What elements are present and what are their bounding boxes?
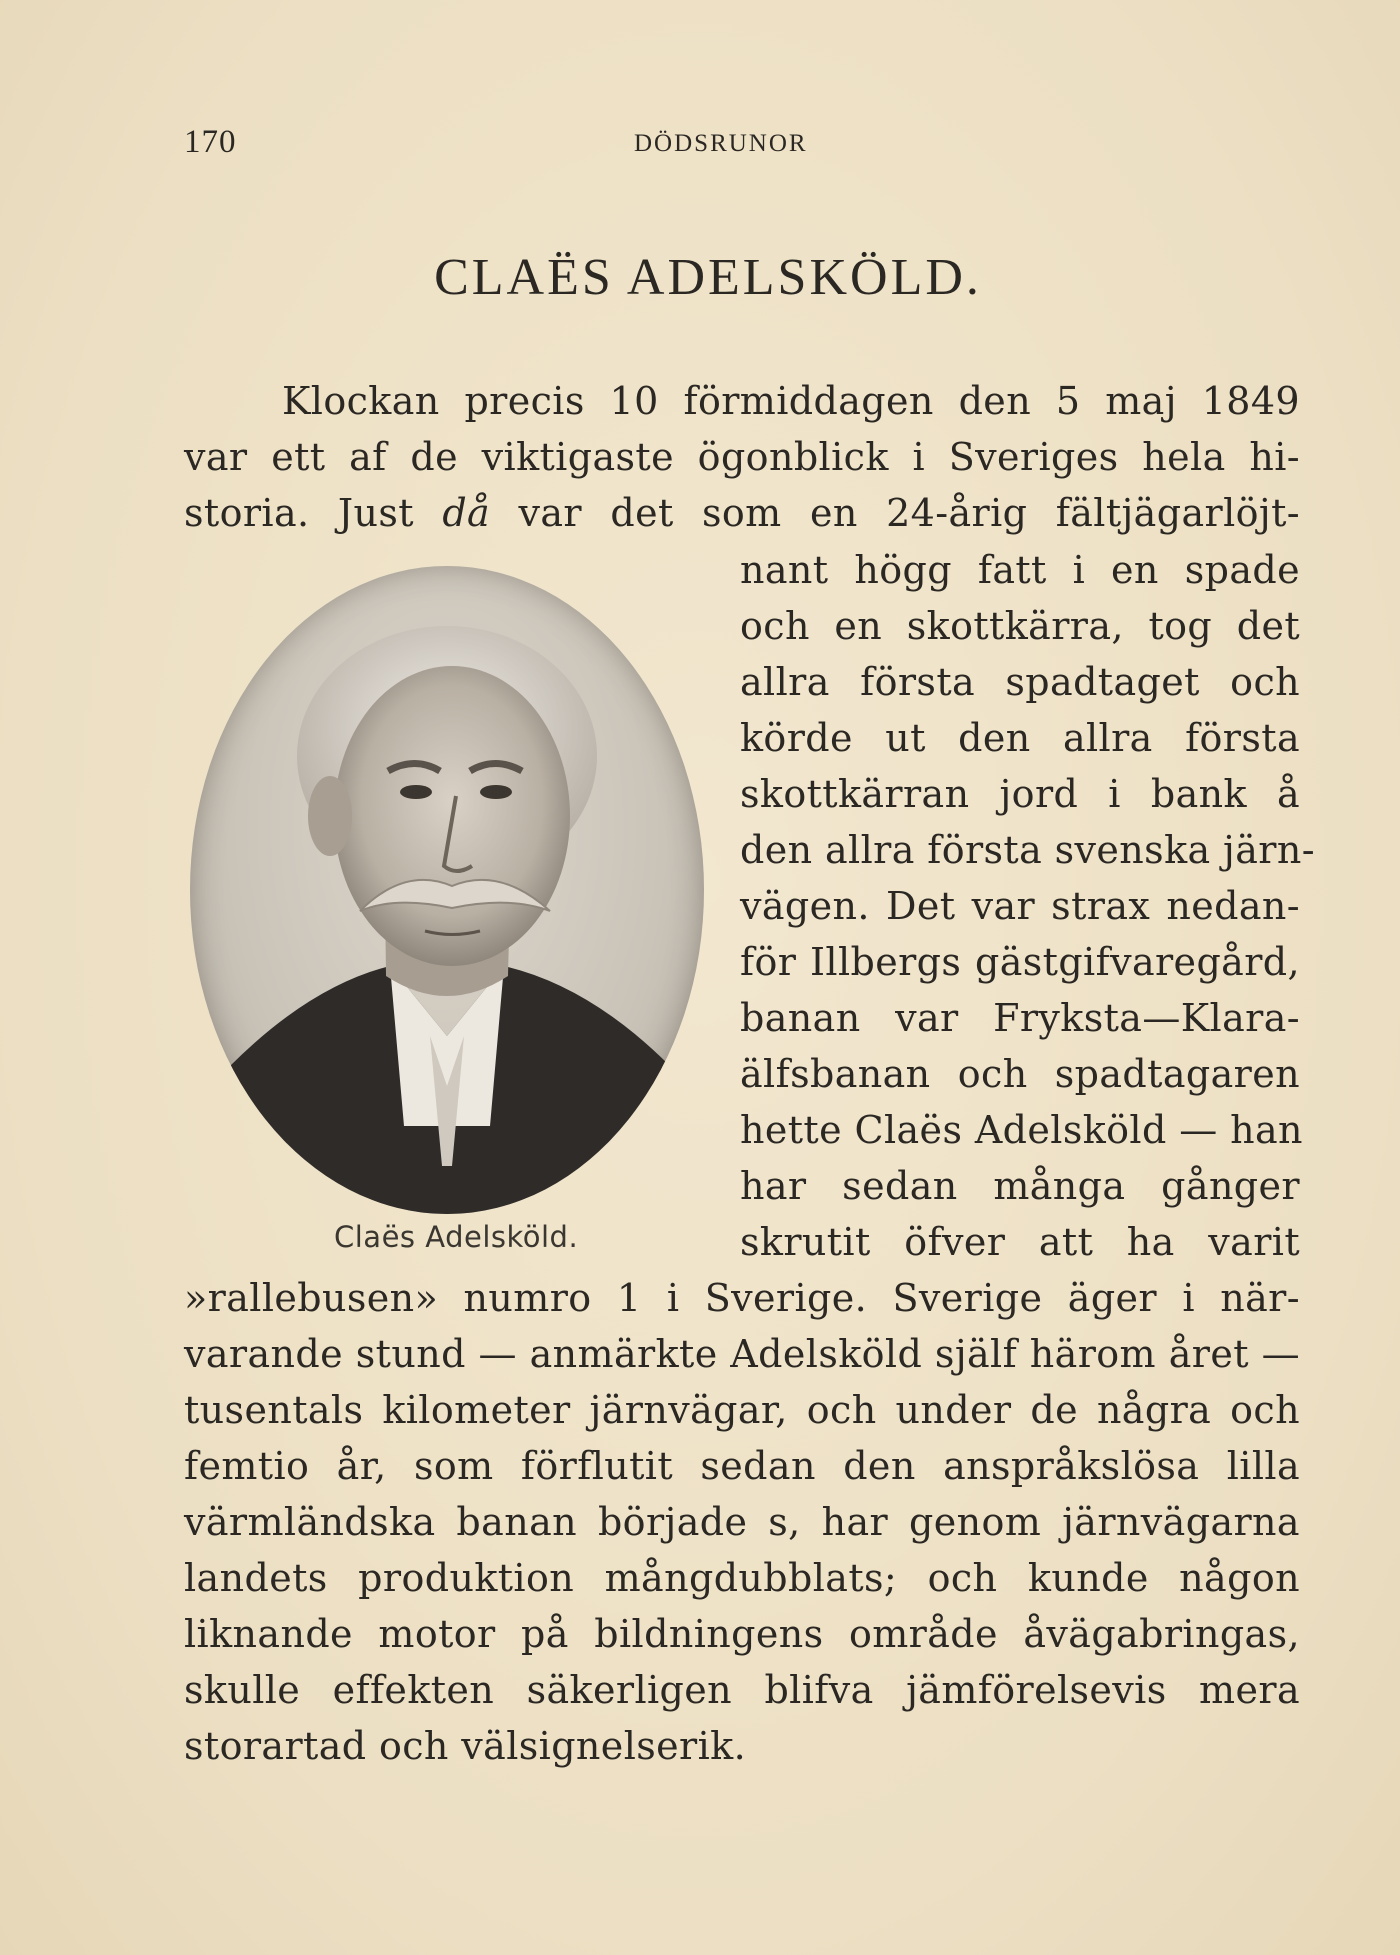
portrait-caption: Claës Adelsköld. xyxy=(334,1220,579,1254)
text-line: har sedan många gånger xyxy=(740,1164,1300,1208)
text-line: och en skottkärra, tog det xyxy=(740,604,1300,648)
text-line: banan var Fryksta—Klara- xyxy=(740,996,1300,1040)
text-line: Klockan precis 10 förmiddagen den 5 maj 1849 xyxy=(282,379,1300,423)
text-line: värmländska banan började s, har genom järnvägarna xyxy=(184,1500,1300,1544)
text-line: allra första spadtaget och xyxy=(740,660,1300,704)
page-number: 170 xyxy=(184,124,237,160)
text-line: liknande motor på bildningens område åvägabringas, xyxy=(184,1612,1300,1656)
text-line: tusentals kilometer järnvägar, och under de några och xyxy=(184,1388,1300,1432)
text-line: skottkärran jord i bank å xyxy=(740,772,1300,816)
text-line: landets produktion mångdubblats; och kunde någon xyxy=(184,1556,1300,1600)
text-line: varande stund — anmärkte Adelsköld själf härom året — xyxy=(184,1332,1300,1376)
text-fragment: var det som en 24-årig fältjägarlöjt- xyxy=(518,491,1301,535)
text-line: var ett af de viktigaste ögonblick i Sveriges hela hi- xyxy=(184,435,1300,479)
text-line: älfsbanan och spadtagaren xyxy=(740,1052,1300,1096)
text-line: vägen. Det var strax nedan- xyxy=(740,884,1300,928)
text-line: för Illbergs gästgifvaregård, xyxy=(740,940,1300,984)
text-line: skulle effekten säkerligen blifva jämförelsevis mera xyxy=(184,1668,1300,1712)
text-line: den allra första svenska järn- xyxy=(740,828,1315,872)
article-title: CLAËS ADELSKÖLD. xyxy=(434,249,982,306)
text-line: skrutit öfver att ha varit xyxy=(740,1220,1300,1264)
text-line: »rallebusen» numro 1 i Sverige. Sverige äger i när- xyxy=(184,1276,1300,1320)
text-line xyxy=(184,491,1300,535)
italic-word: då xyxy=(442,491,491,535)
running-title: DÖDSRUNOR xyxy=(634,130,808,157)
text-fragment: storia. Just xyxy=(184,491,414,535)
text-line: femtio år, som förflutit sedan den anspråkslösa lilla xyxy=(184,1444,1300,1488)
text-line: hette Claës Adelsköld — han xyxy=(740,1108,1303,1152)
running-head xyxy=(184,124,1304,164)
text-line: storartad och välsignelserik. xyxy=(184,1724,747,1768)
text-line: körde ut den allra första xyxy=(740,716,1300,760)
portrait-photo xyxy=(190,566,704,1214)
text-line: nant högg fatt i en spade xyxy=(740,548,1300,592)
